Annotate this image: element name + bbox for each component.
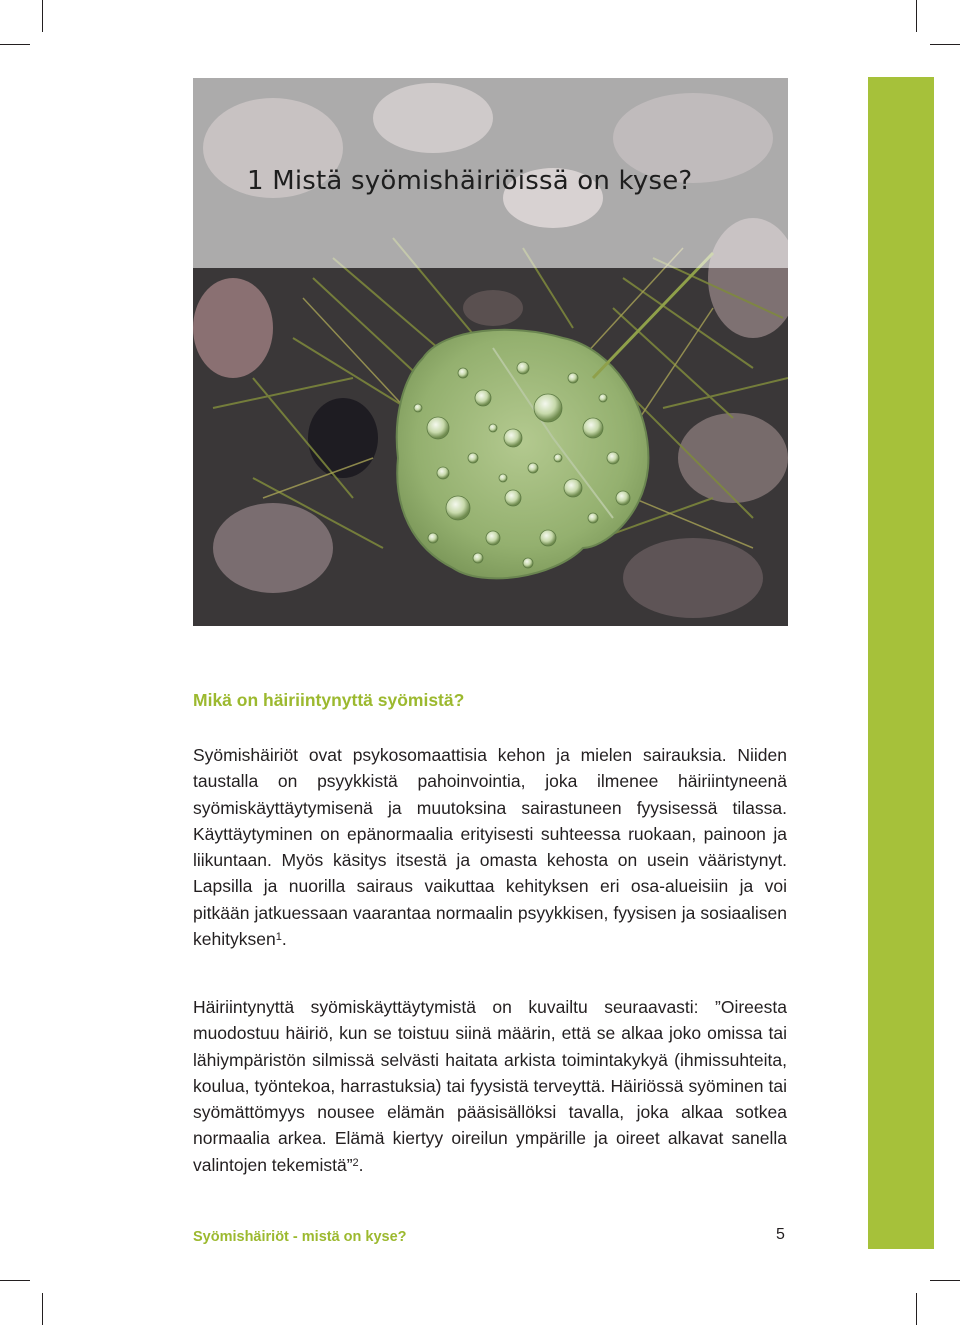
running-footer-title: Syömishäiriöt - mistä on kyse?: [193, 1229, 407, 1245]
paragraph-end: .: [358, 1154, 364, 1175]
paragraph-text: Häiriintynyttä syömiskäyttäytymistä on kuvailtu seuraavasti: ”Oireesta muodostuu häiriö, kun se toistuu siinä määrin, että se alkaa joko omissa tai lähiympäristön silmissä selvästi haitata arkista toimintakykyä (ihmissuhteita, koulua, työntekoa, harrastuksia) tai fyysistä terveyttä. Häiriössä syöminen tai syömättömyys nousee elämän pääsisällöksi tavalla, joka alkaa sotkea normaalia arkea. Elämä kiertyy oireilun ympärille ja oireet alkavat sanella valintojen tekemistä”: [193, 997, 787, 1175]
crop-mark: [916, 0, 917, 32]
crop-mark: [930, 44, 960, 45]
section-subheading: Mikä on häiriintynyttä syömistä?: [193, 690, 465, 710]
crop-mark: [930, 1280, 960, 1281]
page-number: 5: [776, 1226, 785, 1243]
paragraph-end: .: [281, 929, 287, 950]
paragraph-text: Syömishäiriöt ovat psykosomaattisia kehon ja mielen sairauksia. Niiden taustalla on psyykkistä pahoinvointia, joka ilmenee häiriintyneenä syömiskäyttäytymisenä ja muutoksina sairastuneen fyysisessä tilassa. Käyttäytyminen on epänormaalia erityisesti suhteessa ruokaan, painoon ja liikuntaan. Myös käsitys itsestä ja omasta kehosta on usein vääristynyt. Lapsilla ja nuorilla sairaus vaikuttaa kehityksen eri osa-alueisiin ja voi pitkään jatkuessaan vaarantaa normaalin psyykkisen, fyysisen ja sosiaalisen kehityksen: [193, 745, 787, 950]
crop-mark: [0, 44, 30, 45]
footnote-ref[interactable]: 1: [275, 931, 282, 944]
chapter-title: 1 Mistä syömishäiriöissä on kyse?: [247, 166, 693, 196]
crop-mark: [42, 1293, 43, 1325]
body-paragraph: [193, 994, 787, 1178]
crop-mark: [916, 1293, 917, 1325]
side-accent-bar: [868, 77, 934, 1249]
chapter-photo: [193, 78, 788, 626]
crop-mark: [0, 1280, 30, 1281]
leaf-photo-illustration: [193, 78, 788, 626]
crop-mark: [42, 0, 43, 32]
footnote-ref[interactable]: 2: [352, 1156, 359, 1169]
body-paragraph: [193, 742, 787, 952]
